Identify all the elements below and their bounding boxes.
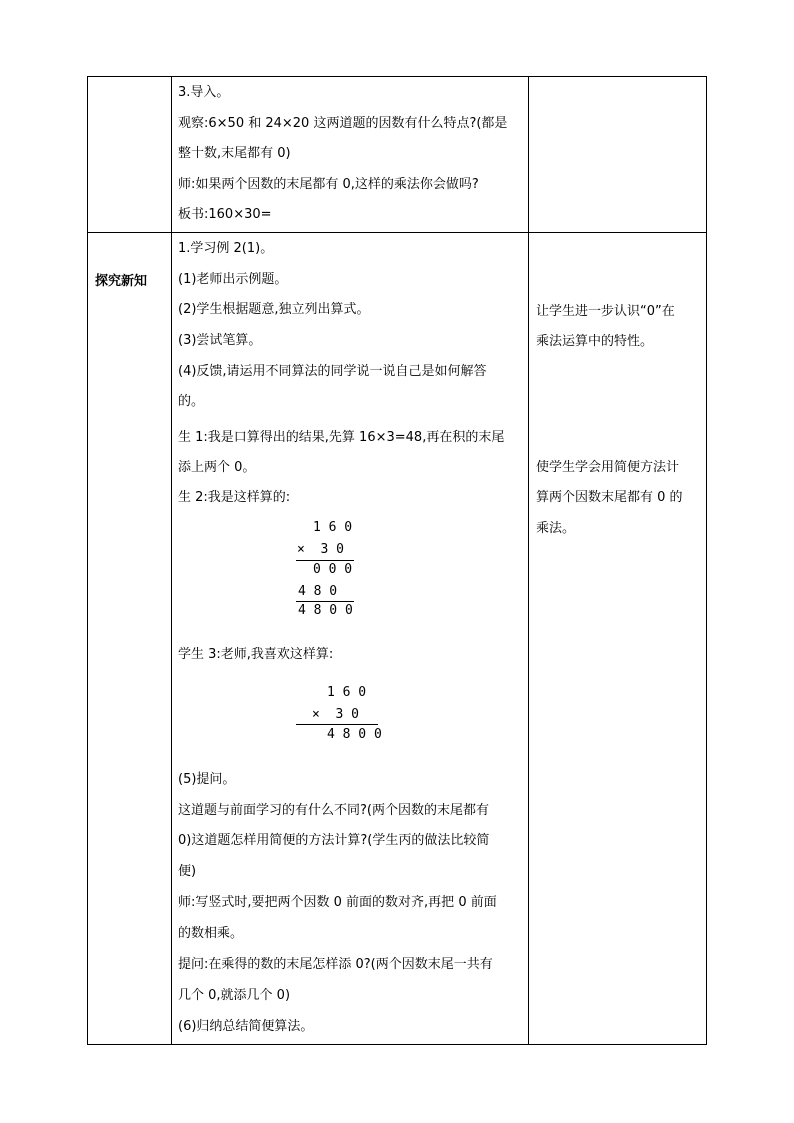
student3-text: 学生 3:老师,我喜欢这样算: (178, 647, 334, 662)
note-line-2: 乘法运算中的特性。 (536, 334, 654, 349)
table-border-right (706, 76, 707, 1045)
calc1-line-5: 4 8 0 0 (298, 603, 353, 618)
note-line-3: 使学生学会用简便方法计 (536, 460, 680, 475)
row1-line-1: 3.导入。 (178, 85, 230, 100)
table-column-divider-2 (528, 76, 529, 1045)
calc1-line-4: 4 8 0 (298, 584, 338, 599)
row2-line-8: 添上两个 0。 (178, 460, 256, 475)
calc2-line-1: 1 6 0 (327, 685, 367, 700)
row2b-line-9: (6)归纳总结简便算法。 (178, 1019, 314, 1034)
note-line-1: 让学生进一步认识“0”在 (536, 304, 675, 319)
calc2-rule (296, 724, 378, 725)
row2-line-6: 的。 (178, 394, 205, 409)
calc2-line-3: 4 8 0 0 (327, 727, 382, 742)
row2b-line-2: 这道题与前面学习的有什么不同?(两个因数的末尾都有 (178, 803, 489, 818)
row2b-line-1: (5)提问。 (178, 772, 236, 787)
note-line-5: 乘法。 (536, 521, 576, 536)
row2-line-5: (4)反馈,请运用不同算法的同学说一说自己是如何解答 (178, 364, 487, 379)
row2b-line-4: 便) (178, 864, 197, 879)
row1-line-5: 板书:160×30= (178, 207, 272, 222)
section-label: 探究新知 (95, 274, 148, 289)
row2b-line-5: 师:写竖式时,要把两个因数 0 前面的数对齐,再把 0 前面 (178, 895, 497, 910)
row2b-line-8: 几个 0,就添几个 0) (178, 988, 291, 1003)
row2-line-3: (2)学生根据题意,独立列出算式。 (178, 302, 370, 317)
table-border-left (87, 76, 88, 1045)
row1-line-4: 师:如果两个因数的末尾都有 0,这样的乘法你会做吗? (178, 177, 479, 192)
row2-line-1: 1.学习例 2(1)。 (178, 241, 274, 256)
row2b-line-6: 的数相乘。 (178, 926, 244, 941)
calc1-line-3: 0 0 0 (313, 562, 353, 577)
row2-line-9: 生 2:我是这样算的: (178, 490, 291, 505)
table-border-top (87, 76, 707, 77)
row1-line-2: 观察:6×50 和 24×20 这两道题的因数有什么特点?(都是 (178, 116, 508, 131)
row2b-line-7: 提问:在乘得的数的末尾怎样添 0?(两个因数末尾一共有 (178, 957, 493, 972)
row2-line-7: 生 1:我是口算得出的结果,先算 16×3=48,再在积的末尾 (178, 430, 505, 445)
note-line-4: 算两个因数末尾都有 0 的 (536, 490, 683, 505)
table-row-divider (87, 232, 707, 233)
calc1-rule-2 (296, 601, 354, 602)
calc1-line-1: 1 6 0 (313, 520, 353, 535)
row2-line-4: (3)尝试笔算。 (178, 333, 262, 348)
calc1-line-2: × 3 0 (297, 542, 344, 557)
table-column-divider-1 (171, 76, 172, 1045)
calc2-line-2: × 3 0 (312, 707, 359, 722)
table-border-bottom (87, 1044, 707, 1045)
row1-line-3: 整十数,末尾都有 0) (178, 146, 291, 161)
calc1-rule-1 (296, 560, 354, 561)
row2b-line-3: 0)这道题怎样用简便的方法计算?(学生丙的做法比较简 (178, 833, 490, 848)
row2-line-2: (1)老师出示例题。 (178, 272, 288, 287)
